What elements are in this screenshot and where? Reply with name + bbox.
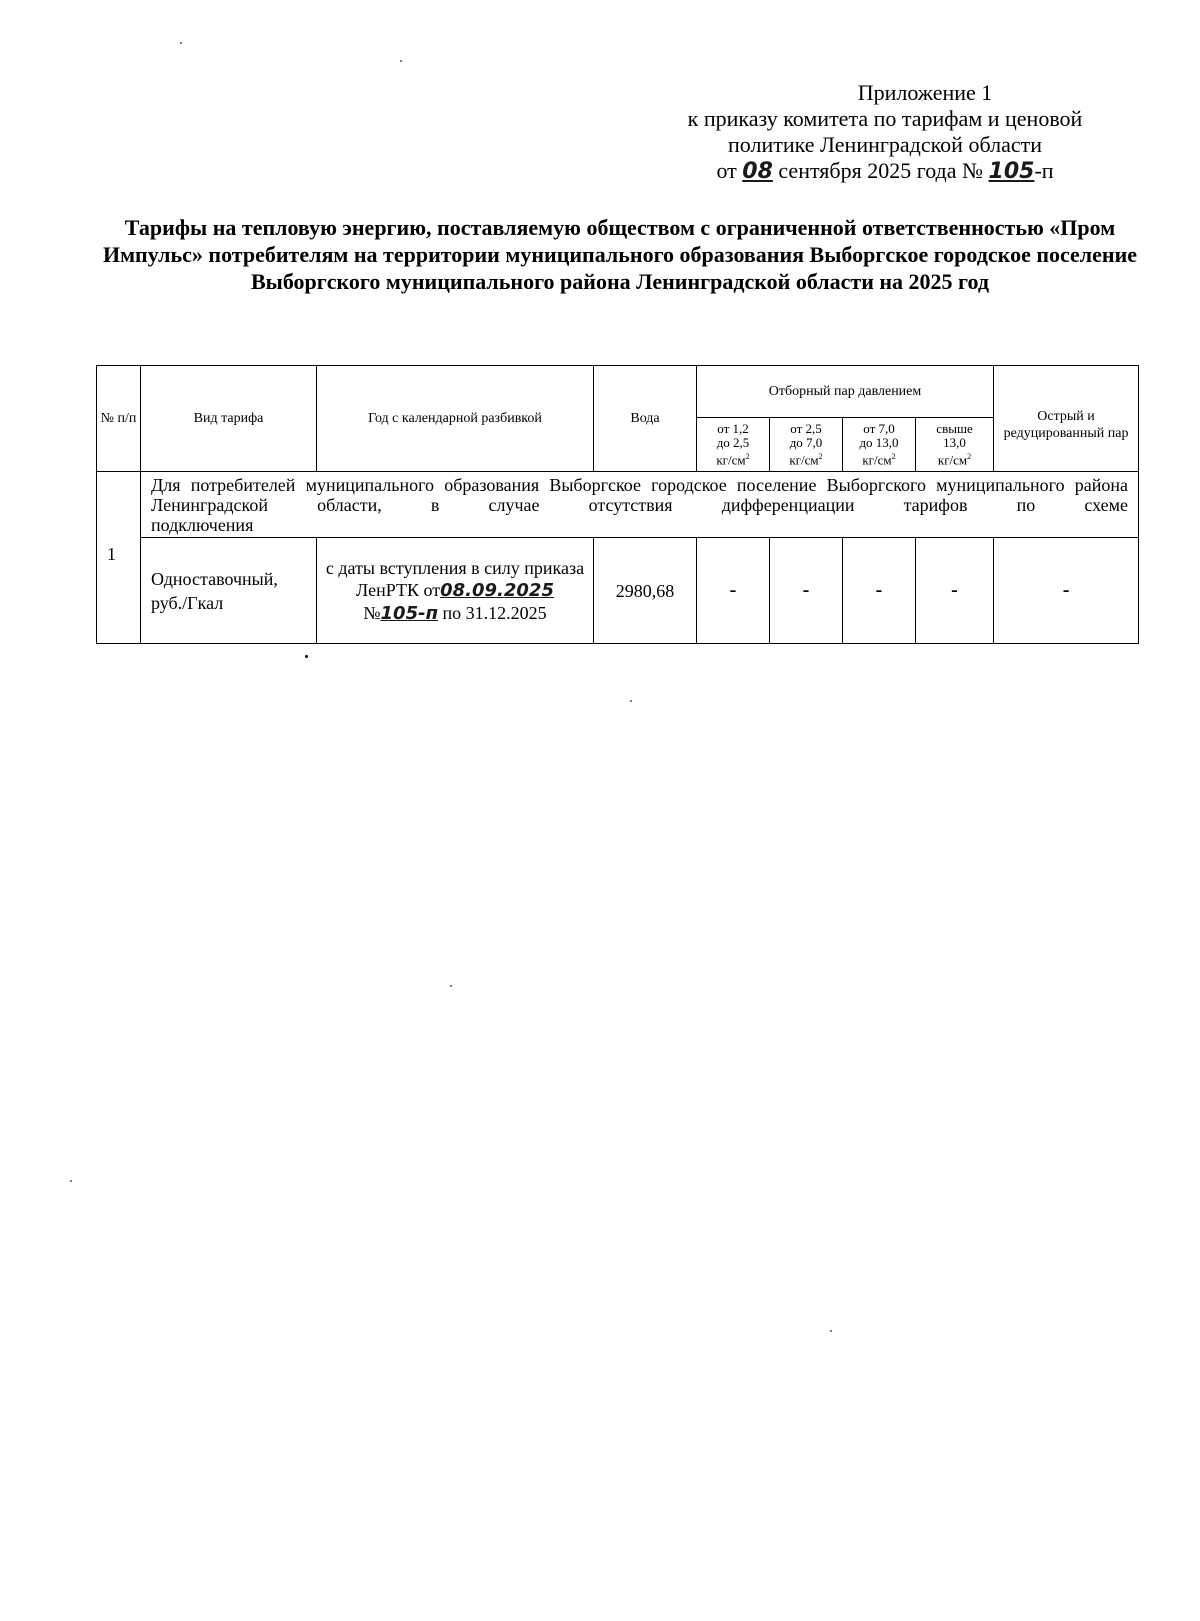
- header-steam-1: от 1,2 до 2,5 $кг/см^2$: [697, 418, 770, 472]
- document-title: Тарифы на тепловую энергию, поставляемую обществом с ограниченной ответственностью «Пром Импульс» потребителям на территории муниципального образования Выборгское городское поселение Выборгского муниципального района Ленинградской области на 2025 год: [102, 215, 1138, 294]
- header-steam-4: свыше 13,0 $кг/см^2$: [916, 418, 994, 472]
- scan-speck: [400, 60, 402, 62]
- scan-speck: [830, 1330, 832, 1332]
- header-tariff-type: Вид тарифа: [141, 366, 317, 472]
- appendix-date-line: [640, 158, 1130, 185]
- handwritten-order-number: 105-п: [380, 602, 439, 624]
- group-description: Для потребителей муниципального образования Выборгское городское поселение Выборгского муниципального района Ленинградской области, в случае отсутствия дифференциации тарифов по схеме подключения: [141, 472, 1139, 538]
- scan-speck: [70, 1180, 72, 1182]
- appendix-line: к приказу комитета по тарифам и ценовой: [687, 106, 1083, 131]
- header-steam-3: от 7,0 до 13,0 $кг/см^2$: [843, 418, 916, 472]
- appendix-block: [640, 80, 1130, 185]
- header-number: № п/п: [97, 366, 141, 472]
- handwritten-order-date: 08.09.2025: [440, 579, 554, 601]
- scan-speck: [450, 985, 452, 987]
- date-middle: сентября 2025 года №: [778, 158, 984, 183]
- header-sharp-steam: Острый и редуцированный пар: [994, 366, 1139, 472]
- cell-steam-2: -: [770, 538, 843, 644]
- cell-sharp-steam: -: [994, 538, 1139, 644]
- header-steam-2: от 2,5 до 7,0 $кг/см^2$: [770, 418, 843, 472]
- appendix-line: политике Ленинградской области: [727, 132, 1042, 157]
- header-year: Год с календарной разбивкой: [317, 366, 594, 472]
- cell-water-value: 2980,68: [594, 538, 697, 644]
- handwritten-order-number: 105: [988, 159, 1035, 184]
- appendix-title: Приложение 1: [857, 80, 993, 105]
- header-water: Вода: [594, 366, 697, 472]
- date-prefix: от: [716, 158, 737, 183]
- row-number: 1: [97, 472, 141, 644]
- scan-speck: [180, 42, 182, 44]
- scan-speck: [305, 655, 308, 658]
- cell-tariff-type: Одноставочный, руб./Гкал: [141, 538, 317, 644]
- handwritten-day: 08: [742, 159, 773, 184]
- scan-speck: [630, 700, 632, 702]
- cell-steam-3: -: [843, 538, 916, 644]
- tariff-table: [96, 365, 1139, 644]
- cell-period: с даты вступления в силу приказа ЛенРТК от08.09.2025 №105-п по 31.12.2025: [317, 538, 594, 644]
- cell-steam-1: -: [697, 538, 770, 644]
- cell-steam-4: -: [916, 538, 994, 644]
- header-steam-group: Отборный пар давлением: [697, 366, 994, 418]
- order-suffix: -п: [1034, 158, 1054, 183]
